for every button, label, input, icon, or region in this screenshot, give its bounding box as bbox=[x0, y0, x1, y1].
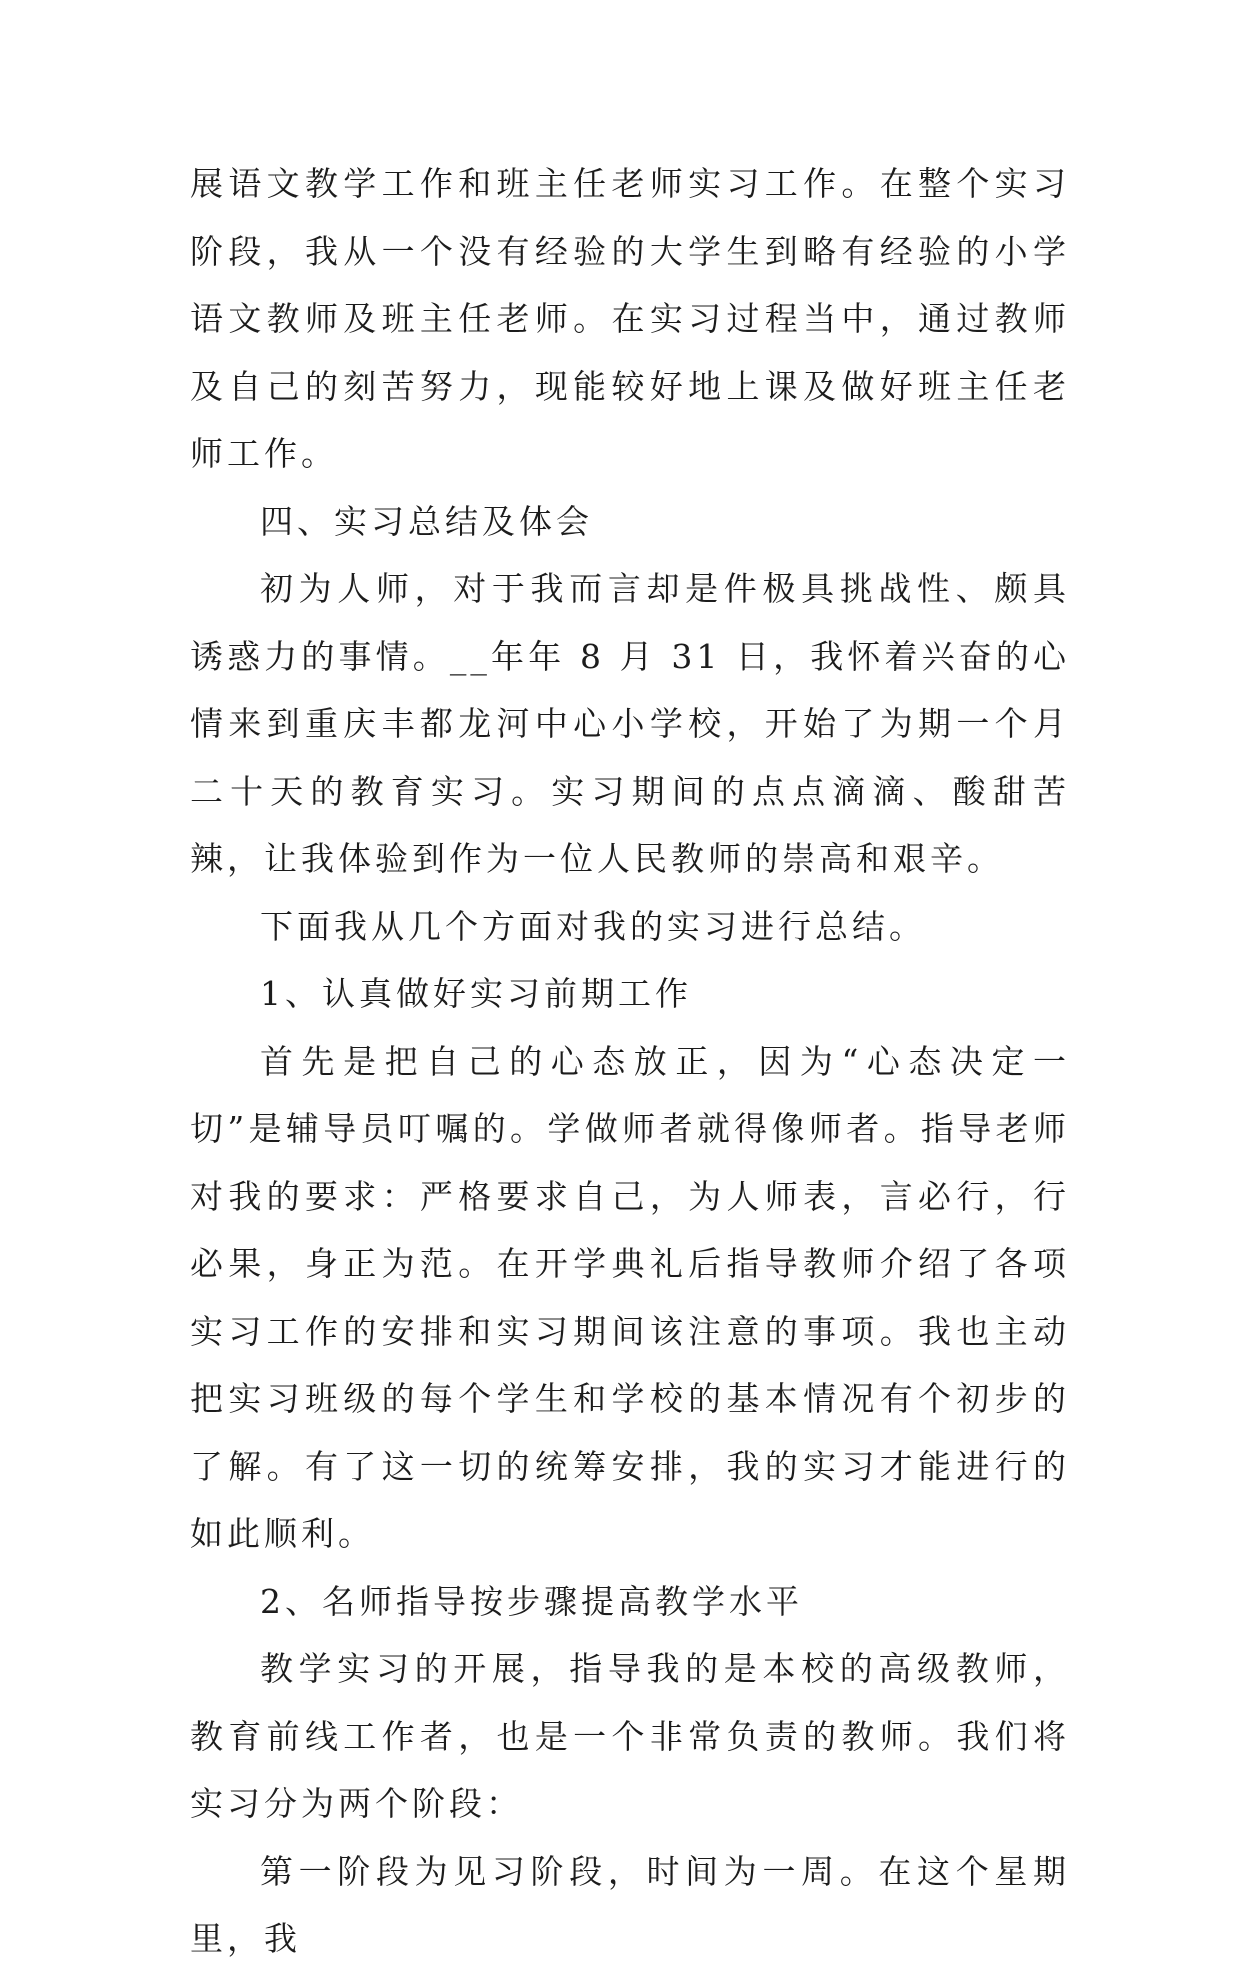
paragraph-first-stage: 第一阶段为见习阶段，时间为一周。在这个星期里，我 bbox=[190, 1851, 1070, 1958]
subheading-preparation: 1、认真做好实习前期工作 bbox=[260, 974, 692, 1013]
paragraph-overview: 下面我从几个方面对我的实习进行总结。 bbox=[260, 906, 926, 946]
document-body bbox=[190, 150, 1070, 1973]
paragraph-preparation: 首先是把自己的心态放正，因为“心态决定一切”是辅导员叮嘱的。学做师者就得像师者。指导老师对我的要求：严格要求自己，为人师表，言必行，行必果，身正为范。在开学典礼后指导教师介绍了各项实习工作的安排和实习期间该注意的事项。我也主动把实习班级的每个学生和学校的基本情况有个初步的了解。有了这一切的统筹安排，我的实习才能进行的如此顺利。 bbox=[190, 1041, 1070, 1553]
paragraph-intro: 初为人师，对于我而言却是件极具挑战性、颇具诱惑力的事情。__年年 8 月 31 日，我怀着兴奋的心情来到重庆丰都龙河中心小学校，开始了为期一个月二十天的教育实习。实习期间的点点滴滴、酸甜苦辣，让我体验到作为一位人民教师的崇高和艰辛。 bbox=[190, 569, 1070, 878]
paragraph-guidance: 教学实习的开展，指导我的是本校的高级教师，教育前线工作者，也是一个非常负责的教师。我们将实习分为两个阶段： bbox=[190, 1649, 1070, 1823]
subheading-guidance: 2、名师指导按步骤提高教学水平 bbox=[260, 1581, 803, 1621]
paragraph-continuation: 展语文教学工作和班主任老师实习工作。在整个实习阶段，我从一个没有经验的大学生到略有经验的小学语文教师及班主任老师。在实习过程当中，通过教师及自己的刻苦努力，现能较好地上课及做好班主任老师工作。 bbox=[190, 164, 1070, 473]
section-heading-summary: 四、实习总结及体会 bbox=[260, 501, 593, 541]
